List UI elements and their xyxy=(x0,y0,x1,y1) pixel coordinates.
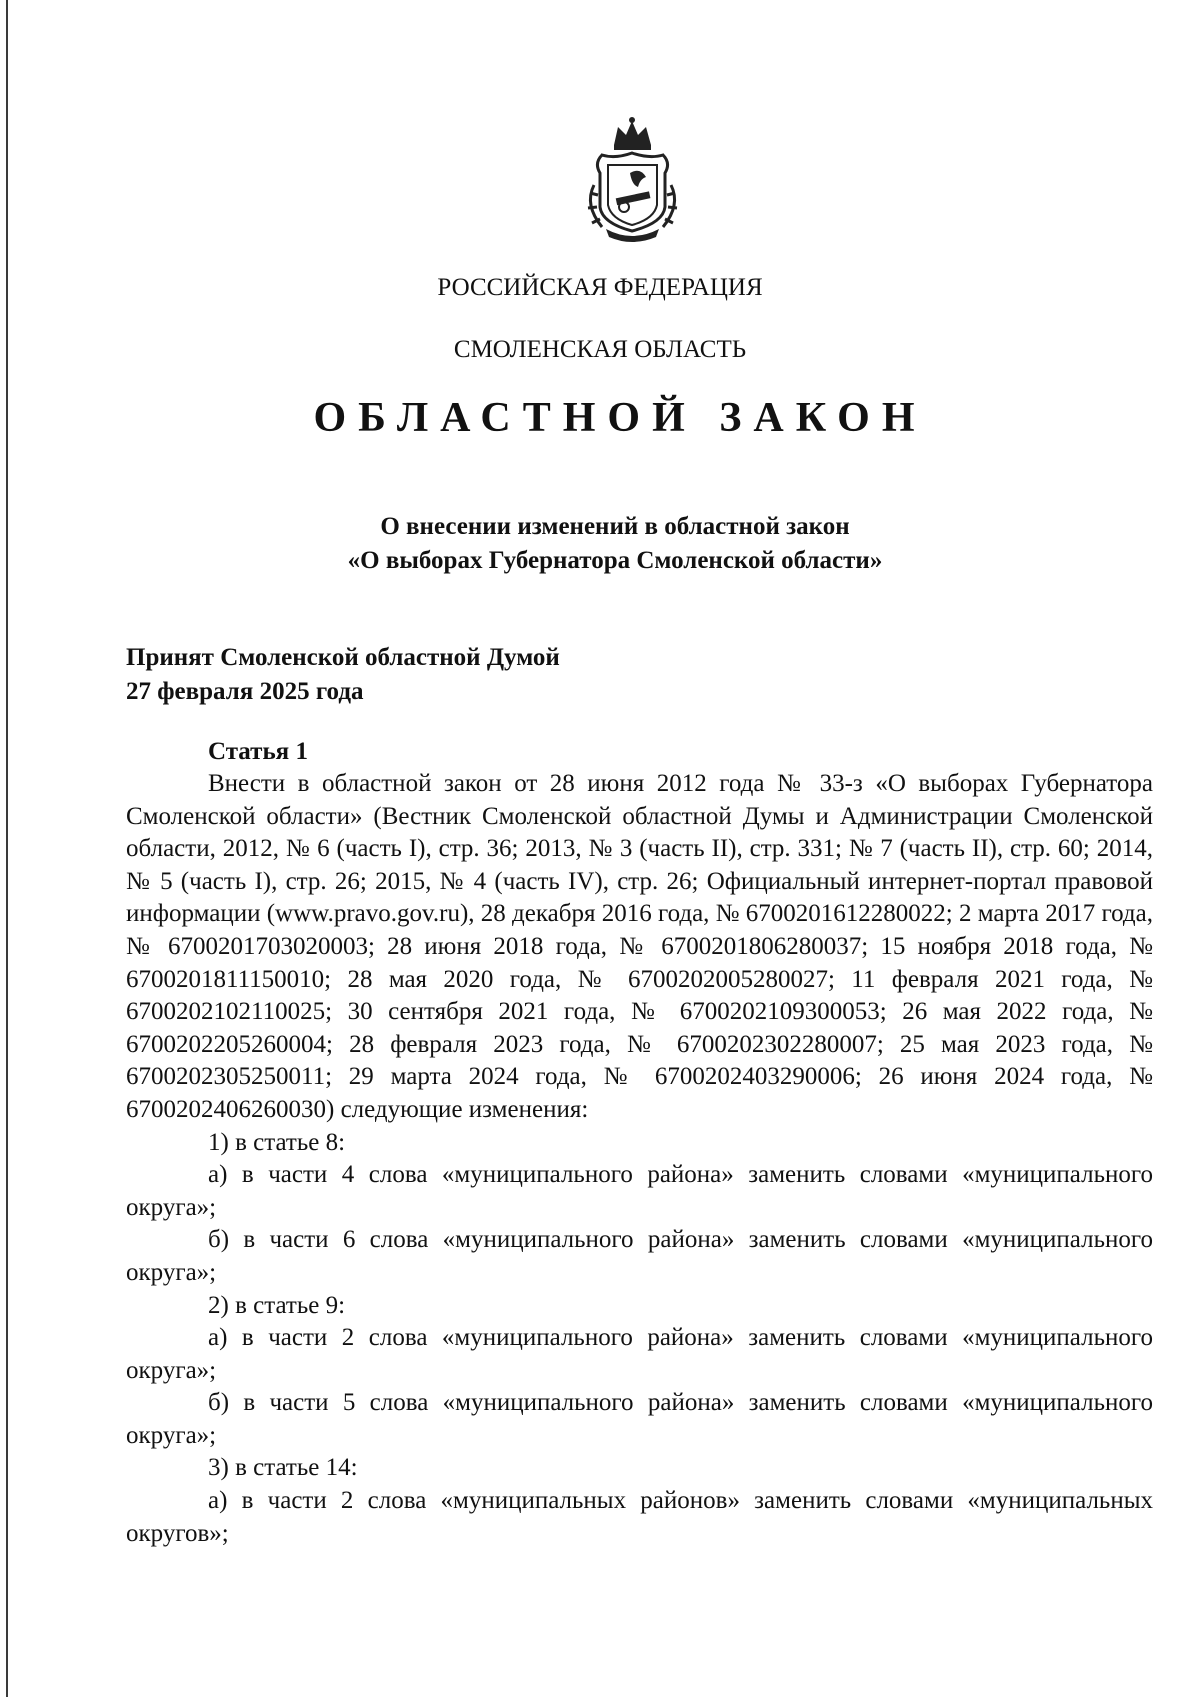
region-name: СМОЛЕНСКАЯ ОБЛАСТЬ xyxy=(453,336,747,363)
adoption-date: 27 февраля 2025 года xyxy=(126,678,364,705)
scan-edge-line xyxy=(6,0,8,1697)
list-subitem: б) в части 5 слова «муниципального района» заменить словами «муниципального округа»; xyxy=(126,1389,1153,1449)
document-type: ОБЛАСТНОЙ ЗАКОН xyxy=(313,395,927,441)
list-item-label: 1) в статье 8: xyxy=(208,1128,346,1156)
article-body xyxy=(126,768,1153,1550)
list-subitem: а) в части 4 слова «муниципального района» заменить словами «муниципального округа»; xyxy=(126,1161,1153,1221)
country-name: РОССИЙСКАЯ ФЕДЕРАЦИЯ xyxy=(437,274,763,301)
coat-of-arms-icon xyxy=(580,115,685,245)
article-intro-paragraph: Внести в областной закон от 28 июня 2012 года № 33-з «О выборах Губернатора Смоленской области» (Вестник Смоленской областной Думы и Администрации Смоленской области, 2012, № 6 (часть I), стр. 36; 2013, № 3 (часть II), стр. 331; № 7 (часть II), стр. 60; 2014, № 5 (часть I), стр. 26; 2015, № 4 (часть IV), стр. 26; Официальный интернет-портал правовой информации (www.pravo.gov.ru), 28 декабря 2016 года, № 6700201612280022; 2 марта 2017 года, № 6700201703020003; 28 июня 2018 года, № 6700201806280037; 15 ноября 2018 года, № 6700201811150010; 28 мая 2020 года, № 6700202005280027; 11 февраля 2021 года, № 6700202102110025; 30 сентября 2021 года, № 6700202109300053; 26 мая 2022 года, № 6700202205260004; 28 февраля 2023 года, № 6700202302280007; 25 мая 2023 года, № 6700202305250011; 29 марта 2024 года, № 6700202403290006; 26 июня 2024 года, № 6700202406260030) следующие изменения: xyxy=(126,770,1153,1123)
article-heading: Статья 1 xyxy=(208,738,308,765)
adoption-body: Принят Смоленской областной Думой xyxy=(126,644,560,671)
law-title xyxy=(0,510,1200,578)
list-subitem: а) в части 2 слова «муниципального района» заменить словами «муниципального округа»; xyxy=(126,1324,1153,1384)
list-subitem: б) в части 6 слова «муниципального района» заменить словами «муниципального округа»; xyxy=(126,1226,1153,1286)
list-item-label: 2) в статье 9: xyxy=(208,1291,346,1319)
list-subitem: а) в части 2 слова «муниципальных районов» заменить словами «муниципальных округов»; xyxy=(126,1487,1153,1547)
list-item-label: 3) в статье 14: xyxy=(208,1454,358,1482)
adoption-info xyxy=(126,641,560,709)
law-title-line-2: «О выборах Губернатора Смоленской области» xyxy=(347,547,883,574)
law-title-line-1: О внесении изменений в областной закон xyxy=(380,513,850,540)
